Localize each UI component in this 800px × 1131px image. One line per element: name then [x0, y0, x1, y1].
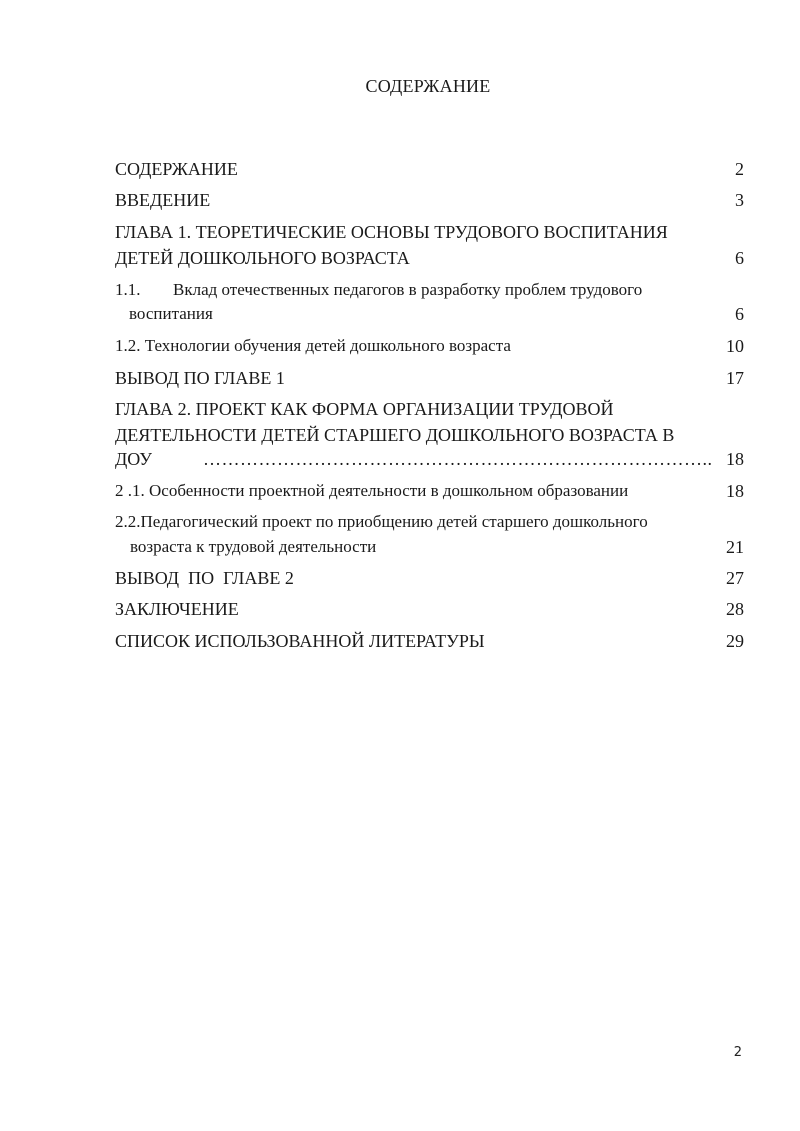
toc-entry-title-line1: 2.2.Педагогический проект по приобщению детей старшего дошкольного	[115, 512, 648, 531]
toc-entry-title: ВЫВОД ПО ГЛАВЕ 2	[115, 568, 294, 588]
toc-entry-title: 1.2. Технологии обучения детей дошкольного возраста	[115, 336, 511, 355]
toc-entry-title: СПИСОК ИСПОЛЬЗОВАННОЙ ЛИТЕРАТУРЫ	[115, 631, 485, 651]
toc-entry-page: 29	[726, 631, 744, 651]
toc-entry-page: 2	[735, 159, 744, 179]
toc-entry-page: 21	[726, 537, 744, 557]
toc-entry-title-text: ДОУ	[115, 449, 153, 469]
toc-entry-page: 27	[726, 568, 744, 588]
toc-entry-page: 18	[726, 449, 744, 469]
toc-entry-title: ВЫВОД ПО ГЛАВЕ 1	[115, 368, 285, 388]
toc-entry-page: 28	[726, 599, 744, 619]
toc-entry-title-line2: возраста к трудовой деятельности	[130, 537, 377, 556]
toc-entry-title-line1: ГЛАВА 2. ПРОЕКТ КАК ФОРМА ОРГАНИЗАЦИИ ТРУДОВОЙ	[115, 399, 614, 419]
toc-entry-title: ВВЕДЕНИЕ	[115, 190, 211, 210]
toc-entry-title-line3	[115, 447, 744, 471]
toc-leader-dots: ………………………………………………………………………..	[203, 449, 713, 469]
toc-entry-title-line2: ДЕТЕЙ ДОШКОЛЬНОГО ВОЗРАСТА	[115, 248, 410, 268]
page-title: СОДЕРЖАНИЕ	[365, 76, 491, 96]
toc-entry-title: 2 .1. Особенности проектной деятельности в дошкольном образовании	[115, 481, 629, 500]
toc-entry-title: ЗАКЛЮЧЕНИЕ	[115, 599, 239, 619]
toc-entry-page: 3	[735, 190, 744, 210]
toc-entry-page: 10	[726, 336, 744, 356]
toc-entry-page: 6	[735, 248, 744, 268]
toc-entry-title: СОДЕРЖАНИЕ	[115, 159, 238, 179]
toc-entry-title-line1	[115, 278, 744, 302]
toc-entry-title-line2: ДЕЯТЕЛЬНОСТИ ДЕТЕЙ СТАРШЕГО ДОШКОЛЬНОГО ВОЗРАСТА В	[115, 425, 675, 445]
toc-entry-title-line1: ГЛАВА 1. ТЕОРЕТИЧЕСКИЕ ОСНОВЫ ТРУДОВОГО ВОСПИТАНИЯ	[115, 222, 668, 242]
footer-page-number: 2	[733, 1045, 742, 1060]
toc-entry-number: 1.1.	[115, 280, 141, 299]
toc-entry-title-line2: воспитания	[129, 304, 213, 323]
toc-entry-page: 18	[726, 481, 744, 501]
toc-entry-title-text: Вклад отечественных педагогов в разработку проблем трудового	[173, 280, 643, 299]
toc-entry-page: 6	[735, 304, 744, 324]
toc-entry-page: 17	[726, 368, 744, 388]
